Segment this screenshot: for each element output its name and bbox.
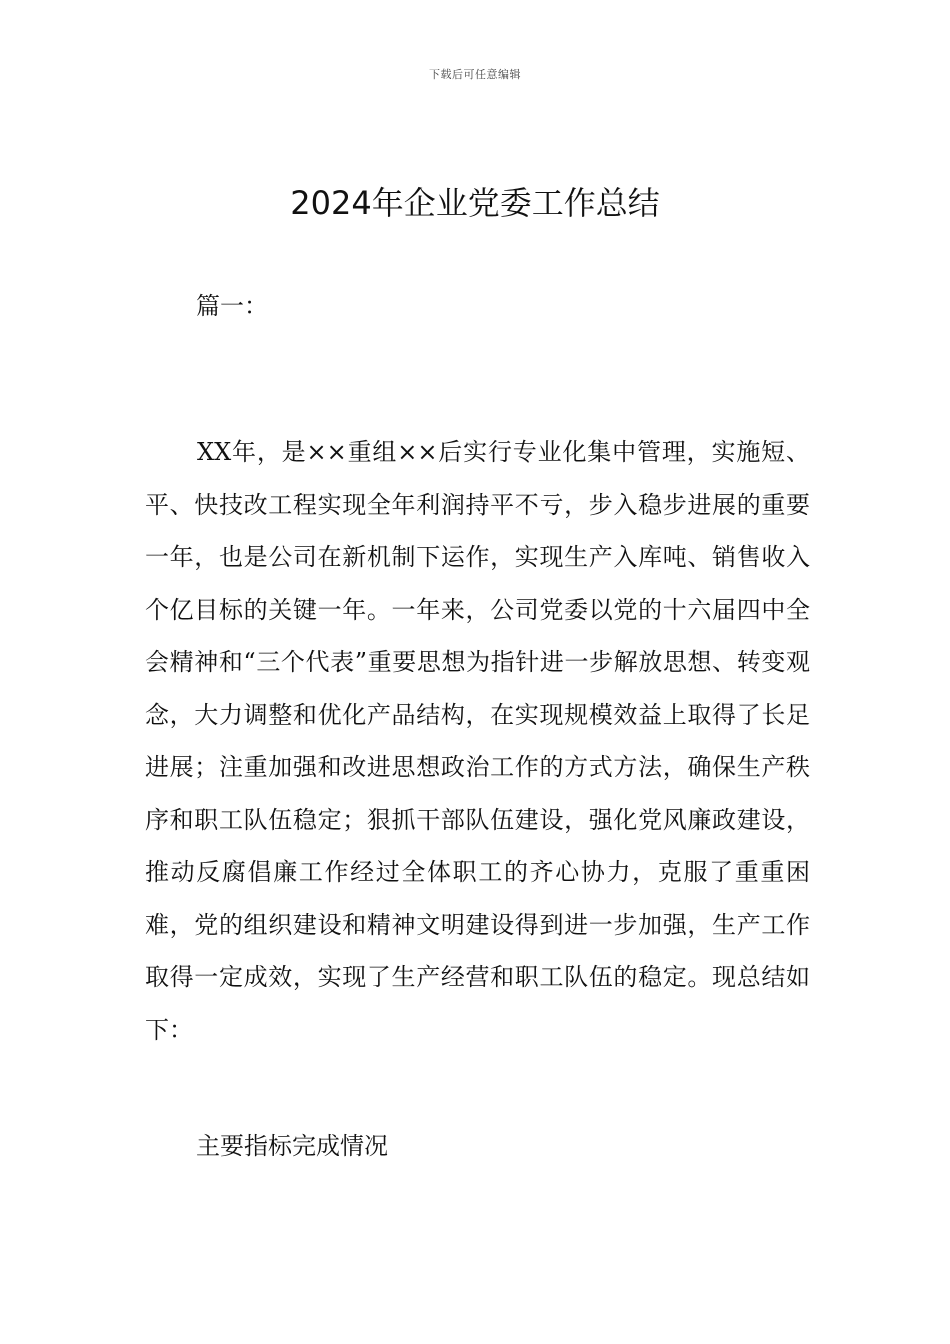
header-note: 下载后可任意编辑: [429, 68, 521, 81]
document-title: 2024年企业党委工作总结: [290, 184, 660, 222]
section-heading-main-indicators: 主要指标完成情况: [196, 1132, 388, 1160]
body-paragraph: XX年，是××重组××后实行专业化集中管理，实施短、平、快技改工程实现全年利润持平不亏，步入稳步进展的重要一年，也是公司在新机制下运作，实现生产入库吨、销售收入个亿目标的关键一年。一年来，公司党委以党的十六届四中全会精神和“三个代表”重要思想为指针进一步解放思想、转变观念，大力调整和优化产品结构，在实现规模效益上取得了长足进展；注重加强和改进思想政治工作的方式方法，确保生产秩序和职工队伍稳定；狠抓干部队伍建设，强化党风廉政建设，推动反腐倡廉工作经过全体职工的齐心协力，克服了重重困难，党的组织建设和精神文明建设得到进一步加强，生产工作取得一定成效，实现了生产经营和职工队伍的稳定。现总结如下：: [145, 438, 810, 1044]
section-label-part-one: 篇一：: [196, 292, 268, 320]
